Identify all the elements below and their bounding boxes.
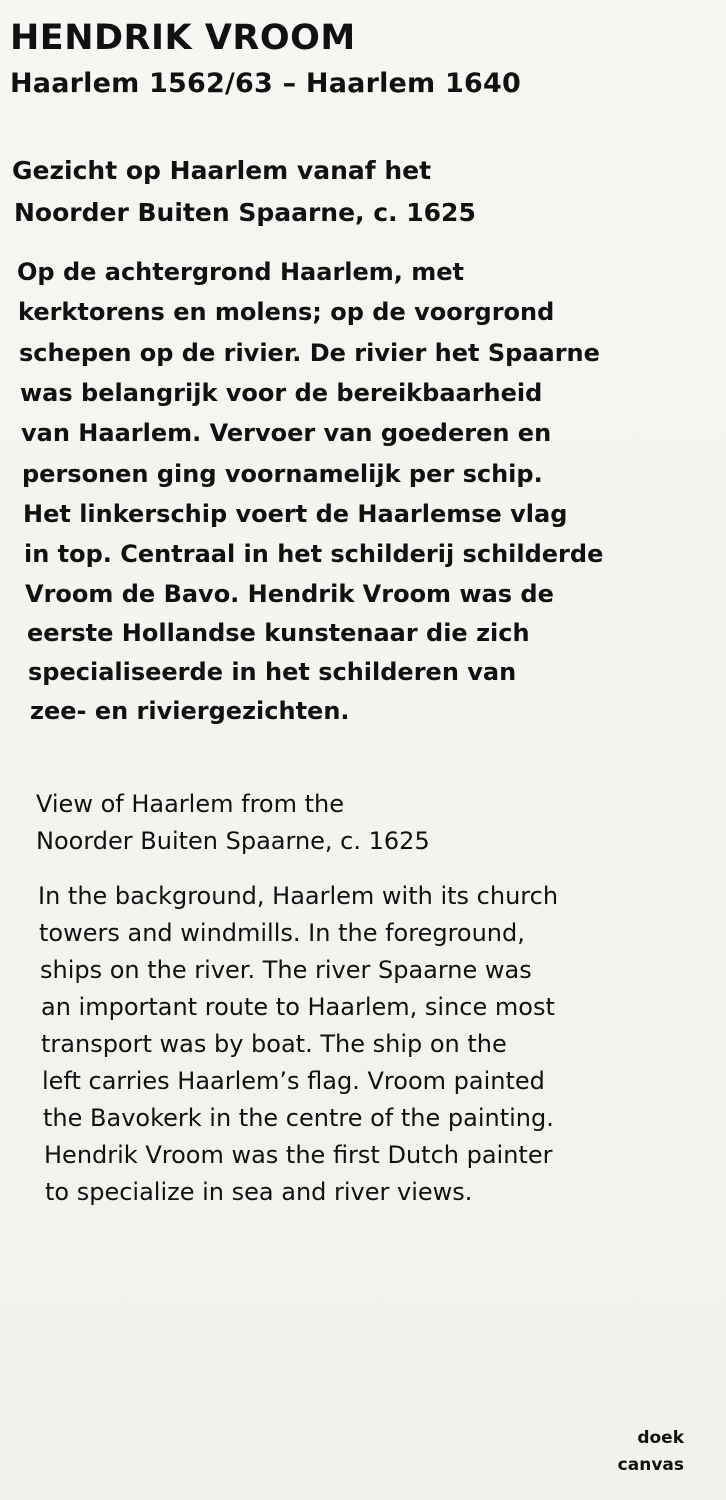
dutch-description-line: Het linkerschip voert de Haarlemse vlag [23,500,568,528]
english-title-line: Noorder Buiten Spaarne, c. 1625 [36,827,430,855]
dutch-description-line: zee- en riviergezichten. [30,697,350,725]
dutch-description-line: personen ging voornamelijk per schip. [22,460,543,488]
dutch-description-line: Vroom de Bavo. Hendrik Vroom was de [25,580,554,608]
english-description-line: towers and windmills. In the foreground, [39,919,525,947]
english-description-line: Hendrik Vroom was the first Dutch painter [44,1141,553,1169]
english-description-line: transport was by boat. The ship on the [41,1030,507,1058]
dutch-description-line: van Haarlem. Vervoer van goederen en [21,419,552,447]
dutch-description-line: eerste Hollandse kunstenaar die zich [27,619,530,647]
artist-name: HENDRIK VROOM [10,18,356,58]
dutch-description-line: was belangrijk voor de bereikbaarheid [20,379,543,407]
dutch-description-line: kerktorens en molens; op de voorgrond [18,298,555,326]
english-description-line: an important route to Haarlem, since most [41,993,555,1021]
english-description-line: ships on the river. The river Spaarne was [40,956,532,984]
english-description-line: to specialize in sea and river views. [45,1178,473,1206]
english-description-line: the Bavokerk in the centre of the painting. [43,1104,554,1132]
dutch-description-line: specialiseerde in het schilderen van [28,658,517,686]
material-english: canvas [617,1455,684,1475]
dutch-description-line: schepen op de rivier. De rivier het Spaarne [19,339,600,367]
english-description-line: In the background, Haarlem with its church [38,882,559,910]
dutch-description-line: Op de achtergrond Haarlem, met [17,258,465,286]
material-dutch: doek [637,1428,684,1448]
dutch-title-line: Gezicht op Haarlem vanaf het [12,156,432,185]
artist-dates: Haarlem 1562/63 – Haarlem 1640 [10,68,521,99]
english-description-line: left carries Haarlem’s flag. Vroom painted [42,1067,545,1095]
dutch-title-line: Noorder Buiten Spaarne, c. 1625 [14,198,476,227]
english-title-line: View of Haarlem from the [36,790,344,818]
dutch-description-line: in top. Centraal in het schilderij schilderde [24,540,604,568]
